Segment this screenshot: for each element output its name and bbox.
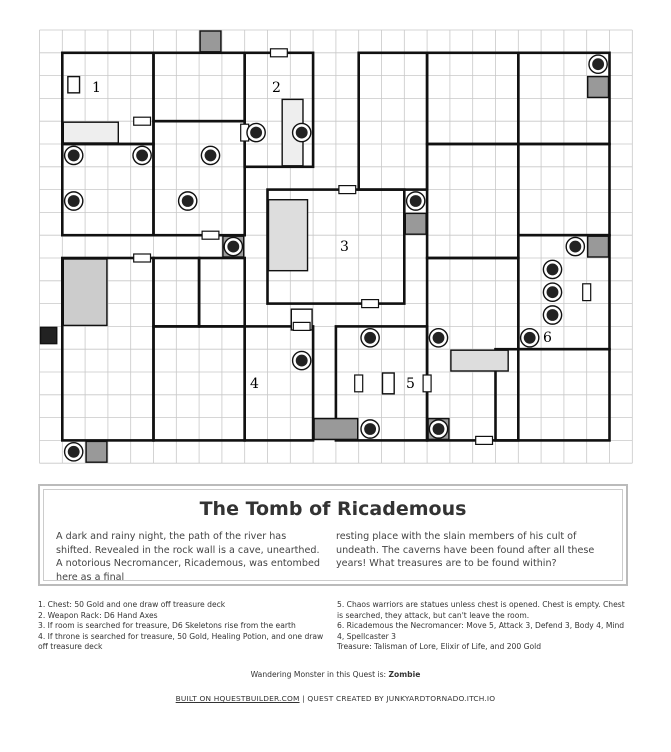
footer-separator: | [299,694,308,703]
skeleton-icon [429,329,447,347]
story-text-right: resting place with the slain members of his cult of undeath. The caverns have been found after all these years! What treasures are to be found within? [336,531,595,569]
pit-icon [200,31,221,52]
weapon-rack-icon [68,77,80,93]
token-face [296,127,308,139]
door-icon [202,231,219,239]
story-text-left: A dark and rainy night, the path of the river has shifted. Revealed in the rock wall is a cave, unearthed. A notorious Necromancer, Ricademous, was entombed here as a final [56,531,320,583]
quest-notes-right [337,600,631,653]
tomb-icon [63,122,118,143]
skeleton-icon [543,306,561,324]
skeleton-icon [179,192,197,210]
rubble-icon [588,236,609,257]
door-icon [339,186,356,194]
chest-icon [383,373,395,394]
rubble-icon [405,213,426,234]
room-label-4: 4 [250,376,259,392]
token-face [136,149,148,161]
wandering-prefix: Wandering Monster in this Quest is: [250,670,387,679]
skeleton-icon [293,123,311,141]
skeleton-icon [247,123,265,141]
door-icon [293,322,310,330]
note-treasure: Treasure: Talisman of Lore, Elixir of Life, and 200 Gold [337,642,542,651]
footer [0,694,671,703]
token-face [68,195,80,207]
door-icon [134,254,151,262]
token-face [68,149,80,161]
skeleton-icon [65,146,83,164]
skeleton-icon [361,420,379,438]
skeleton-icon [133,146,151,164]
creator-credit: QUEST CREATED BY JUNKYARDTORNADO.ITCH.IO [307,694,496,703]
token-face [547,286,559,298]
quest-title: The Tomb of Ricademous [199,498,467,520]
rubble-icon [86,441,107,462]
door-icon [362,300,379,308]
builder-link[interactable]: BUILT ON HQUESTBUILDER.COM [175,694,300,703]
token-face [524,332,536,344]
skeleton-icon [407,192,425,210]
skeleton-icon [521,329,539,347]
tomb-icon [451,350,508,371]
quest-story-box [38,484,628,586]
token-face [250,127,262,139]
quest-notes-left [38,600,328,653]
throne-icon [269,200,308,271]
wandering-monster-line [0,670,671,679]
door-icon [355,375,363,392]
skeleton-icon [293,351,311,369]
rubble-icon [588,77,609,98]
necromancer-icon [41,327,57,343]
note-6: 6. Ricademous the Necromancer: Move 5, Attack 3, Defend 3, Body 4, Mind 4, Spellcaster 3 [337,621,625,641]
door-icon [134,117,151,125]
room-label-6: 6 [543,330,552,346]
token-face [364,332,376,344]
door-icon [271,49,288,57]
skeleton-icon [543,260,561,278]
token-face [227,241,239,253]
room-label-5: 5 [406,376,415,392]
skeleton-icon [589,55,607,73]
token-face [410,195,422,207]
note-2: 2. Weapon Rack: D6 Hand Axes [38,610,158,620]
room-label-3: 3 [340,239,349,255]
note-3: 3. If room is searched for treasure, D6 Skeletons rise from the earth [38,621,296,630]
wandering-monster-name: Zombie [388,670,421,679]
token-face [68,446,80,458]
token-face [205,149,217,161]
note-5: 5. Chaos warriors are statues unless chest is opened. Chest is empty. Chest is searched, they attack, but can't leave the room. [337,600,625,620]
furniture-layer [41,31,609,462]
note-1: 1. Chest: 50 Gold and one draw off treasure deck [38,600,226,609]
token-face [364,423,376,435]
room-label-2: 2 [272,80,281,96]
door-icon [583,284,591,301]
rubble-icon [314,419,358,440]
token-face [433,332,445,344]
skeleton-icon [65,192,83,210]
token-face [296,355,308,367]
skeleton-icon [543,283,561,301]
token-face [182,195,194,207]
skeleton-icon [566,237,584,255]
room-label-1: 1 [92,80,101,96]
token-face [547,309,559,321]
token-face [592,58,604,70]
door-icon [423,375,431,392]
skeleton-icon [201,146,219,164]
stairs-icon [63,259,107,325]
token-face [433,423,445,435]
skeleton-icon [361,329,379,347]
skeleton-icon [224,237,242,255]
door-icon [476,436,493,444]
skeleton-icon [429,420,447,438]
skeleton-icon [65,443,83,461]
token-face [569,241,581,253]
token-face [547,263,559,275]
note-4: 4. If throne is searched for treasure, 50 Gold, Healing Potion, and one draw off treasure deck [38,631,324,651]
